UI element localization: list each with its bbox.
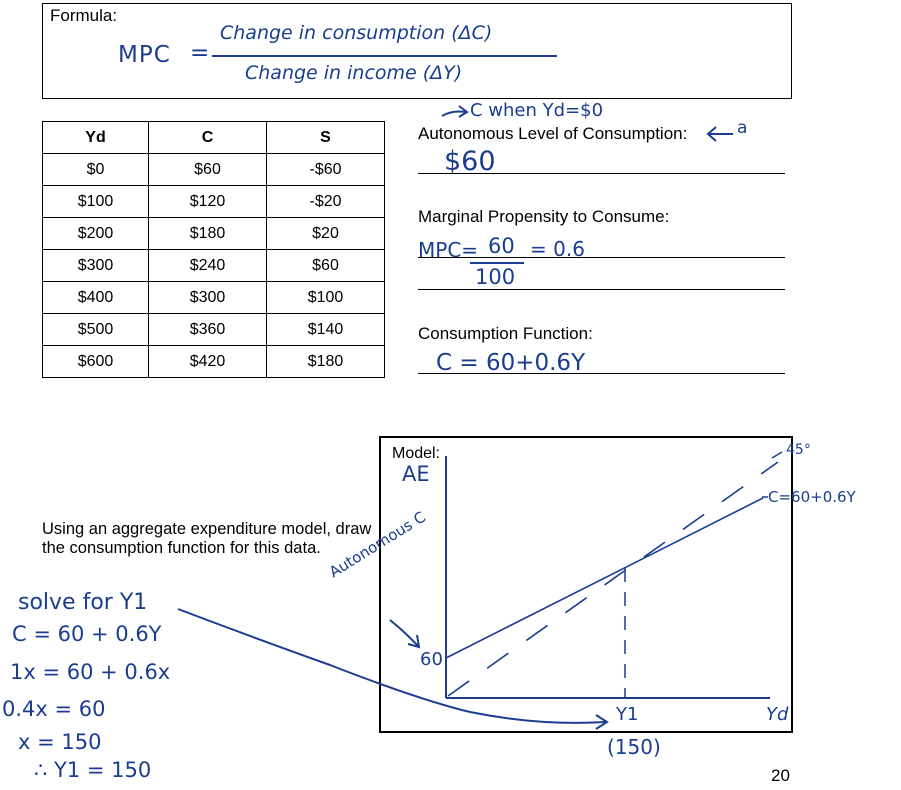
cell-c: $420 xyxy=(149,346,267,378)
solution-line: 0.4x = 60 xyxy=(2,697,106,721)
line-45-degree xyxy=(448,462,778,696)
solution-line: C = 60 + 0.6Y xyxy=(12,622,162,646)
cell-yd: $100 xyxy=(43,186,149,218)
cell-s: $20 xyxy=(267,218,385,250)
cell-s: $60 xyxy=(267,250,385,282)
formula-denominator: Change in income (ΔY) xyxy=(245,62,463,84)
cell-yd: $200 xyxy=(43,218,149,250)
mpc-label: Marginal Propensity to Consume: xyxy=(418,207,670,226)
y1-label: Y1 xyxy=(616,704,639,725)
arrow-icon xyxy=(390,620,418,646)
header-yd: Yd xyxy=(43,122,149,154)
autonomous-a-note: a xyxy=(737,118,748,138)
instructions-text: Using an aggregate expenditure model, draw the consumption function for this data. xyxy=(42,520,372,557)
solution-line: solve for Y1 xyxy=(18,590,148,615)
mpc-numerator: 60 xyxy=(488,234,515,258)
formula-label: Formula: xyxy=(50,6,118,25)
cell-c: $120 xyxy=(149,186,267,218)
cell-yd: $0 xyxy=(43,154,149,186)
cell-yd: $500 xyxy=(43,314,149,346)
header-s: S xyxy=(267,122,385,154)
header-c: C xyxy=(149,122,267,154)
y1-value: (150) xyxy=(607,735,661,759)
cell-c: $240 xyxy=(149,250,267,282)
autonomous-label: Autonomous Level of Consumption: xyxy=(418,124,688,143)
cell-yd: $300 xyxy=(43,250,149,282)
cell-c: $360 xyxy=(149,314,267,346)
cell-s: -$20 xyxy=(267,186,385,218)
model-label: Model: xyxy=(392,445,441,462)
long-arrow-icon xyxy=(178,609,605,723)
consumption-function-answer: C = 60+0.6Y xyxy=(436,350,586,376)
y-axis-label: AE xyxy=(402,462,430,486)
page-number: 20 xyxy=(771,766,790,785)
pointer-line xyxy=(772,452,782,458)
formula-numerator: Change in consumption (ΔC) xyxy=(220,22,493,44)
cell-c: $60 xyxy=(149,154,267,186)
cell-c: $180 xyxy=(149,218,267,250)
cell-s: -$60 xyxy=(267,154,385,186)
mpc-answer-lhs: MPC= xyxy=(418,238,479,262)
autonomous-answer: $60 xyxy=(444,146,496,177)
cell-yd: $400 xyxy=(43,282,149,314)
mpc-result: = 0.6 xyxy=(530,237,585,261)
cell-c: $300 xyxy=(149,282,267,314)
solution-line: 1x = 60 + 0.6x xyxy=(10,660,171,684)
cell-s: $100 xyxy=(267,282,385,314)
intercept-label: 60 xyxy=(420,649,443,670)
formula-lhs: MPC xyxy=(118,42,171,68)
mpc-denominator: 100 xyxy=(475,265,516,289)
consumption-function-label: Consumption Function: xyxy=(418,324,593,343)
solution-line: ∴ Y1 = 150 xyxy=(34,758,152,782)
cell-s: $180 xyxy=(267,346,385,378)
line-45-label: 45° xyxy=(786,442,811,458)
consumption-line xyxy=(446,498,763,658)
autonomous-note: C when Yd=$0 xyxy=(470,100,604,121)
cell-yd: $600 xyxy=(43,346,149,378)
x-axis-label: Yd xyxy=(766,704,789,725)
consumption-line-label: C=60+0.6Y xyxy=(768,488,856,506)
autonomous-c-note: Autonomous C xyxy=(326,507,429,582)
formula-equals: = xyxy=(190,40,210,66)
cell-s: $140 xyxy=(267,314,385,346)
solution-line: x = 150 xyxy=(18,730,102,754)
